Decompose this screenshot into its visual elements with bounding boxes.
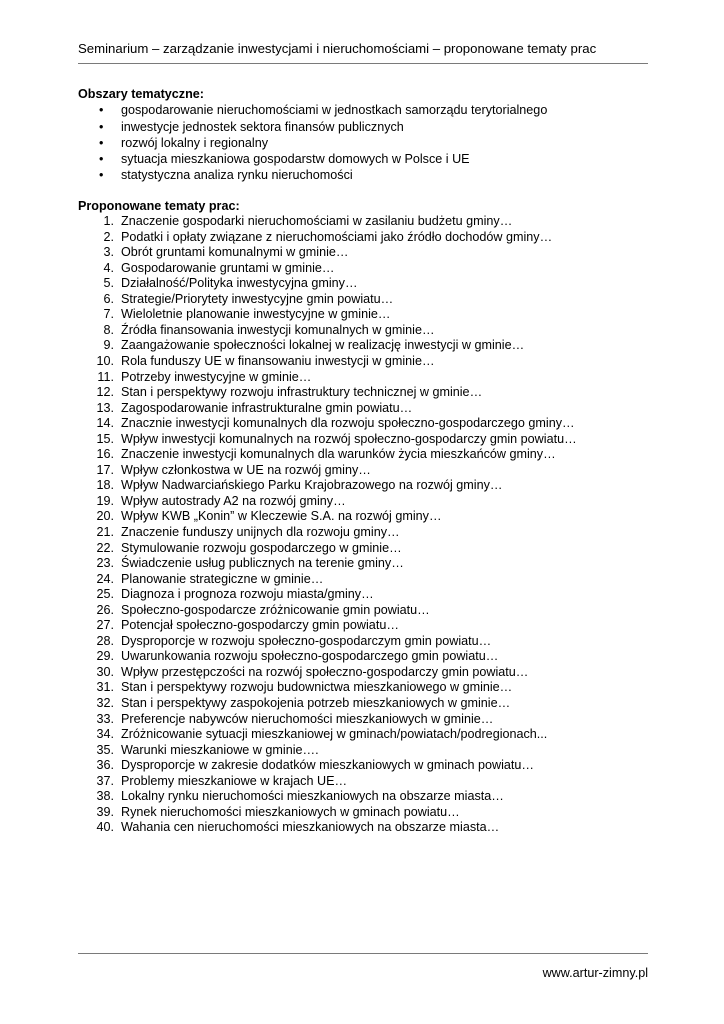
topic-number: 39. — [96, 804, 114, 819]
topic-item-text: Wpływ Nadwarciańskiego Parku Krajobrazowego na rozwój gminy… — [121, 478, 503, 493]
topic-number: 23. — [96, 556, 114, 571]
topic-number: 20. — [96, 509, 114, 524]
topic-list-item — [78, 385, 648, 401]
topic-list-item — [78, 634, 648, 650]
topic-list-item — [78, 323, 648, 339]
bullet-icon: • — [99, 103, 104, 118]
topic-item-text: Uwarunkowania rozwoju społeczno-gospodarczego gmin powiatu… — [121, 649, 499, 664]
topic-item-text: Gospodarowanie gruntami w gminie… — [121, 260, 335, 275]
topic-list-item — [78, 432, 648, 448]
topic-list-item — [78, 680, 648, 696]
topic-item-text: Znaczenie funduszy unijnych dla rozwoju gminy… — [121, 525, 400, 540]
topic-number: 9. — [103, 338, 114, 353]
topic-number: 22. — [96, 540, 114, 555]
topic-list-item — [78, 727, 648, 743]
topic-item-text: Potencjał społeczno-gospodarczy gmin powiatu… — [121, 618, 399, 633]
topic-list-item — [78, 338, 648, 354]
topic-list-item — [78, 758, 648, 774]
topic-number: 35. — [96, 742, 114, 757]
header-divider — [78, 63, 648, 64]
topic-list-item — [78, 541, 648, 557]
topic-list-item — [78, 245, 648, 261]
topic-number: 33. — [96, 711, 114, 726]
topic-item-text: Znaczenie inwestycji komunalnych dla warunków życia mieszkańców gminy… — [121, 447, 556, 462]
topic-item-text: Planowanie strategiczne w gminie… — [121, 571, 324, 586]
topic-list-item — [78, 276, 648, 292]
topic-item-text: Preferencje nabywców nieruchomości mieszkaniowych w gminie… — [121, 711, 494, 726]
topic-item-text: Źródła finansowania inwestycji komunalnych w gminie… — [121, 322, 435, 337]
topic-number: 37. — [96, 773, 114, 788]
topic-number: 11. — [97, 369, 114, 384]
topic-number: 2. — [103, 229, 114, 244]
topic-number: 3. — [103, 245, 114, 260]
area-list-item — [78, 151, 648, 167]
topic-list-item — [78, 525, 648, 541]
topic-number: 21. — [96, 525, 114, 540]
topic-item-text: Wpływ członkostwa w UE na rozwój gminy… — [121, 462, 371, 477]
topic-item-text: Podatki i opłaty związane z nieruchomościami jako źródło dochodów gminy… — [121, 229, 553, 244]
topic-item-text: Znaczenie gospodarki nieruchomościami w zasilaniu budżetu gminy… — [121, 214, 513, 229]
topic-number: 38. — [96, 789, 114, 804]
topics-heading: Proponowane tematy prac: — [78, 198, 240, 213]
topic-list-item — [78, 712, 648, 728]
topic-item-text: Diagnoza i prognoza rozwoju miasta/gminy… — [121, 587, 374, 602]
areas-list — [78, 102, 648, 183]
topic-number: 27. — [96, 618, 114, 633]
topic-list-item — [78, 509, 648, 525]
topic-item-text: Społeczno-gospodarcze zróżnicowanie gmin powiatu… — [121, 602, 430, 617]
topic-item-text: Zagospodarowanie infrastrukturalne gmin powiatu… — [121, 400, 413, 415]
topic-item-text: Dysproporcje w rozwoju społeczno-gospodarczym gmin powiatu… — [121, 633, 492, 648]
topic-number: 19. — [96, 493, 114, 508]
bullet-icon: • — [99, 152, 104, 167]
topic-list-item — [78, 572, 648, 588]
topic-number: 17. — [96, 462, 114, 477]
topic-item-text: Strategie/Priorytety inwestycyjne gmin powiatu… — [121, 291, 394, 306]
topic-item-text: Dysproporcje w zakresie dodatków mieszkaniowych w gminach powiatu… — [121, 758, 534, 773]
topic-item-text: Działalność/Polityka inwestycyjna gminy… — [121, 276, 358, 291]
topic-number: 24. — [96, 571, 114, 586]
topic-list-item — [78, 649, 648, 665]
topic-list-item — [78, 805, 648, 821]
topic-number: 7. — [103, 307, 114, 322]
topic-number: 14. — [96, 416, 114, 431]
document-body — [78, 86, 648, 836]
topic-item-text: Zaangażowanie społeczności lokalnej w realizację inwestycji w gminie… — [121, 338, 525, 353]
area-item-text: sytuacja mieszkaniowa gospodarstw domowych w Polsce i UE — [121, 152, 470, 167]
topic-list-item — [78, 494, 648, 510]
topic-item-text: Wahania cen nieruchomości mieszkaniowych na obszarze miasta… — [121, 820, 500, 835]
topic-list-item — [78, 307, 648, 323]
bullet-icon: • — [99, 135, 104, 150]
topic-item-text: Znacznie inwestycji komunalnych dla rozwoju społeczno-gospodarczego gminy… — [121, 416, 575, 431]
topic-list-item — [78, 214, 648, 230]
topic-item-text: Potrzeby inwestycyjne w gminie… — [121, 369, 312, 384]
topic-list-item — [78, 618, 648, 634]
area-item-text: rozwój lokalny i regionalny — [121, 135, 268, 150]
topic-list-item — [78, 463, 648, 479]
topic-list-item — [78, 587, 648, 603]
topic-number: 29. — [96, 649, 114, 664]
topic-number: 34. — [96, 727, 114, 742]
topic-item-text: Obrót gruntami komunalnymi w gminie… — [121, 245, 349, 260]
topic-item-text: Problemy mieszkaniowe w krajach UE… — [121, 773, 348, 788]
topic-number: 26. — [96, 602, 114, 617]
topic-number: 10. — [96, 354, 114, 368]
topic-number: 8. — [103, 322, 114, 337]
topic-number: 40. — [96, 820, 114, 835]
topic-list-item — [78, 354, 648, 370]
topic-list-item — [78, 743, 648, 759]
topic-list-item — [78, 292, 648, 308]
topic-number: 15. — [96, 431, 114, 446]
topic-number: 6. — [103, 291, 114, 306]
topic-item-text: Świadczenie usług publicznych na terenie gminy… — [121, 556, 404, 571]
topic-list-item — [78, 416, 648, 432]
topic-number: 13. — [96, 400, 114, 415]
topic-item-text: Wpływ inwestycji komunalnych na rozwój społeczno-gospodarczy gmin powiatu… — [121, 431, 577, 446]
topic-number: 36. — [96, 758, 114, 773]
topic-item-text: Wieloletnie planowanie inwestycyjne w gminie… — [121, 307, 391, 322]
topic-number: 16. — [96, 447, 114, 462]
topic-item-text: Zróżnicowanie sytuacji mieszkaniowej w gminach/powiatach/podregionach... — [121, 727, 548, 742]
topic-list-item — [78, 603, 648, 619]
topic-number: 31. — [96, 680, 114, 695]
topic-number: 1. — [103, 214, 114, 229]
topic-item-text: Rynek nieruchomości mieszkaniowych w gminach powiatu… — [121, 804, 460, 819]
bullet-icon: • — [99, 168, 104, 183]
topic-list-item — [78, 478, 648, 494]
topic-list-item — [78, 447, 648, 463]
topic-number: 32. — [96, 696, 114, 711]
topic-number: 5. — [103, 276, 114, 291]
topic-item-text: Lokalny rynku nieruchomości mieszkaniowych na obszarze miasta… — [121, 789, 504, 804]
page-header-title: Seminarium – zarządzanie inwestycjami i nieruchomościami – proponowane tematy prac — [78, 41, 597, 56]
footer-divider — [78, 953, 648, 954]
topic-number: 4. — [103, 260, 114, 275]
topic-list-item — [78, 665, 648, 681]
topic-list-item — [78, 401, 648, 417]
footer-website: www.artur-zimny.pl — [542, 966, 648, 980]
topic-list-item — [78, 556, 648, 572]
topic-item-text: Stan i perspektywy rozwoju budownictwa mieszkaniowego w gminie… — [121, 680, 513, 695]
topic-item-text: Rola funduszy UE w finansowaniu inwestycji w gminie… — [121, 354, 435, 368]
area-list-item — [78, 119, 648, 135]
topic-list-item — [78, 370, 648, 386]
topic-item-text: Warunki mieszkaniowe w gminie…. — [121, 742, 319, 757]
topic-list-item — [78, 696, 648, 712]
topic-number: 12. — [96, 385, 114, 400]
topic-item-text: Stan i perspektywy zaspokojenia potrzeb mieszkaniowych w gminie… — [121, 696, 511, 711]
area-list-item — [78, 102, 648, 118]
topic-list-item — [78, 789, 648, 805]
topic-number: 25. — [96, 587, 114, 602]
topic-list-item — [78, 774, 648, 790]
area-item-text: statystyczna analiza rynku nieruchomości — [121, 168, 353, 183]
area-item-text: inwestycje jednostek sektora finansów publicznych — [121, 119, 404, 134]
topic-number: 28. — [96, 633, 114, 648]
topic-list-item — [78, 230, 648, 246]
areas-heading: Obszary tematyczne: — [78, 87, 204, 101]
area-list-item — [78, 167, 648, 183]
topic-item-text: Wpływ KWB „Konin” w Kleczewie S.A. na rozwój gminy… — [121, 509, 442, 524]
topic-number: 18. — [96, 478, 114, 493]
topic-item-text: Stymulowanie rozwoju gospodarczego w gminie… — [121, 540, 402, 555]
topic-item-text: Wpływ przestępczości na rozwój społeczno-gospodarczy gmin powiatu… — [121, 664, 529, 679]
topic-item-text: Wpływ autostrady A2 na rozwój gminy… — [121, 493, 346, 508]
topics-list — [78, 214, 648, 836]
topic-item-text: Stan i perspektywy rozwoju infrastruktury technicznej w gminie… — [121, 385, 483, 400]
topic-list-item — [78, 261, 648, 277]
area-list-item — [78, 135, 648, 151]
bullet-icon: • — [99, 119, 104, 134]
area-item-text: gospodarowanie nieruchomościami w jednostkach samorządu terytorialnego — [121, 103, 548, 118]
topic-list-item — [78, 820, 648, 836]
topic-number: 30. — [96, 664, 114, 679]
